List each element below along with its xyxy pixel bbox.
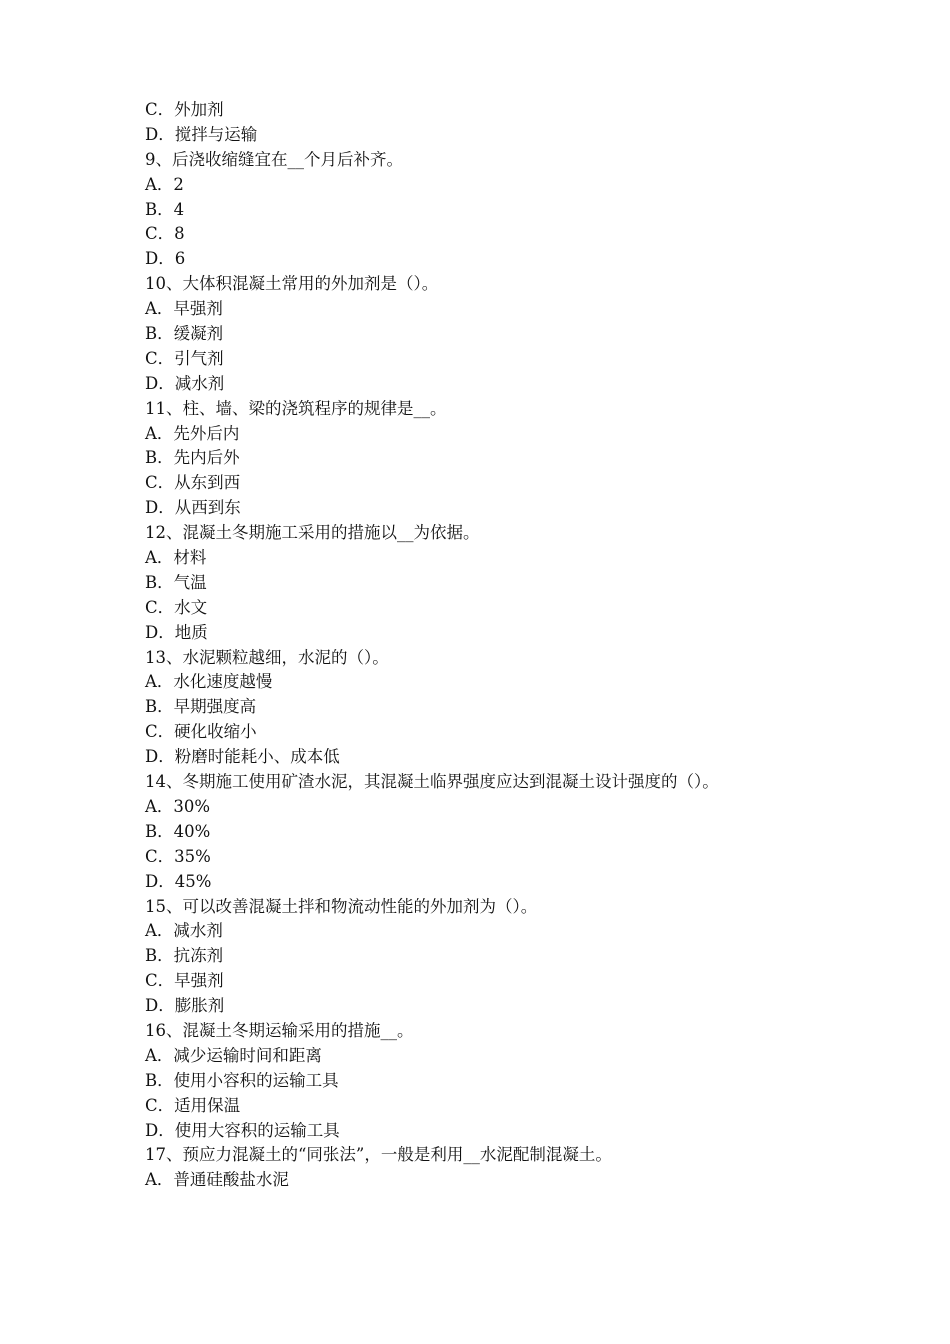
answer-option: C．从东到西 bbox=[145, 473, 241, 493]
answer-option: B．40% bbox=[145, 821, 211, 841]
answer-option: D．粉磨时能耗小、成本低 bbox=[145, 747, 340, 767]
answer-option: A．材料 bbox=[145, 548, 207, 568]
answer-option: D．减水剂 bbox=[145, 373, 225, 393]
answer-option: A．先外后内 bbox=[145, 423, 240, 443]
answer-option: B．使用小容积的运输工具 bbox=[145, 1070, 339, 1090]
document-page bbox=[145, 98, 865, 1193]
question-text: 9、后浇收缩缝宜在__个月后补齐。 bbox=[145, 149, 403, 169]
answer-option: A．减少运输时间和距离 bbox=[145, 1045, 322, 1065]
answer-option: C．水文 bbox=[145, 597, 208, 617]
answer-option: C．硬化收缩小 bbox=[145, 722, 257, 742]
answer-option: D．膨胀剂 bbox=[145, 996, 225, 1016]
answer-option: C．早强剂 bbox=[145, 971, 224, 991]
question-text: 10、大体积混凝土常用的外加剂是（）。 bbox=[145, 274, 439, 294]
answer-option: D．搅拌与运输 bbox=[145, 124, 258, 144]
answer-option: D．从西到东 bbox=[145, 498, 241, 518]
answer-option: B．4 bbox=[145, 199, 185, 219]
answer-option: B．缓凝剂 bbox=[145, 324, 224, 344]
answer-option: C．引气剂 bbox=[145, 348, 224, 368]
answer-option: D．6 bbox=[145, 249, 186, 269]
question-text: 16、混凝土冬期运输采用的措施__。 bbox=[145, 1020, 414, 1040]
answer-option: B．气温 bbox=[145, 572, 207, 592]
answer-option: A．水化速度越慢 bbox=[145, 672, 273, 692]
answer-option: C．8 bbox=[145, 224, 185, 244]
answer-option: A．减水剂 bbox=[145, 921, 223, 941]
answer-option: B．早期强度高 bbox=[145, 697, 257, 717]
answer-option: D．45% bbox=[145, 871, 212, 891]
answer-option: B．抗冻剂 bbox=[145, 946, 224, 966]
question-text: 12、混凝土冬期施工采用的措施以__为依据。 bbox=[145, 523, 480, 543]
answer-option: C．适用保温 bbox=[145, 1095, 241, 1115]
question-text: 13、水泥颗粒越细，水泥的（）。 bbox=[145, 647, 389, 667]
answer-option: A．30% bbox=[145, 796, 211, 816]
question-text: 15、可以改善混凝土拌和物流动性能的外加剂为（）。 bbox=[145, 896, 538, 916]
answer-option: A．普通硅酸盐水泥 bbox=[145, 1170, 289, 1190]
question-text: 14、冬期施工使用矿渣水泥，其混凝土临界强度应达到混凝土设计强度的（）。 bbox=[145, 772, 719, 792]
answer-option: D．使用大容积的运输工具 bbox=[145, 1120, 340, 1140]
answer-option: A．早强剂 bbox=[145, 299, 223, 319]
question-text: 11、柱、墙、梁的浇筑程序的规律是__。 bbox=[145, 398, 447, 418]
answer-option: A．2 bbox=[145, 174, 184, 194]
question-text: 17、预应力混凝土的“同张法”，一般是利用__水泥配制混凝土。 bbox=[145, 1145, 612, 1165]
answer-option: B．先内后外 bbox=[145, 448, 240, 468]
answer-option: C．外加剂 bbox=[145, 100, 224, 119]
answer-option: C．35% bbox=[145, 846, 211, 866]
answer-option: D．地质 bbox=[145, 622, 208, 642]
